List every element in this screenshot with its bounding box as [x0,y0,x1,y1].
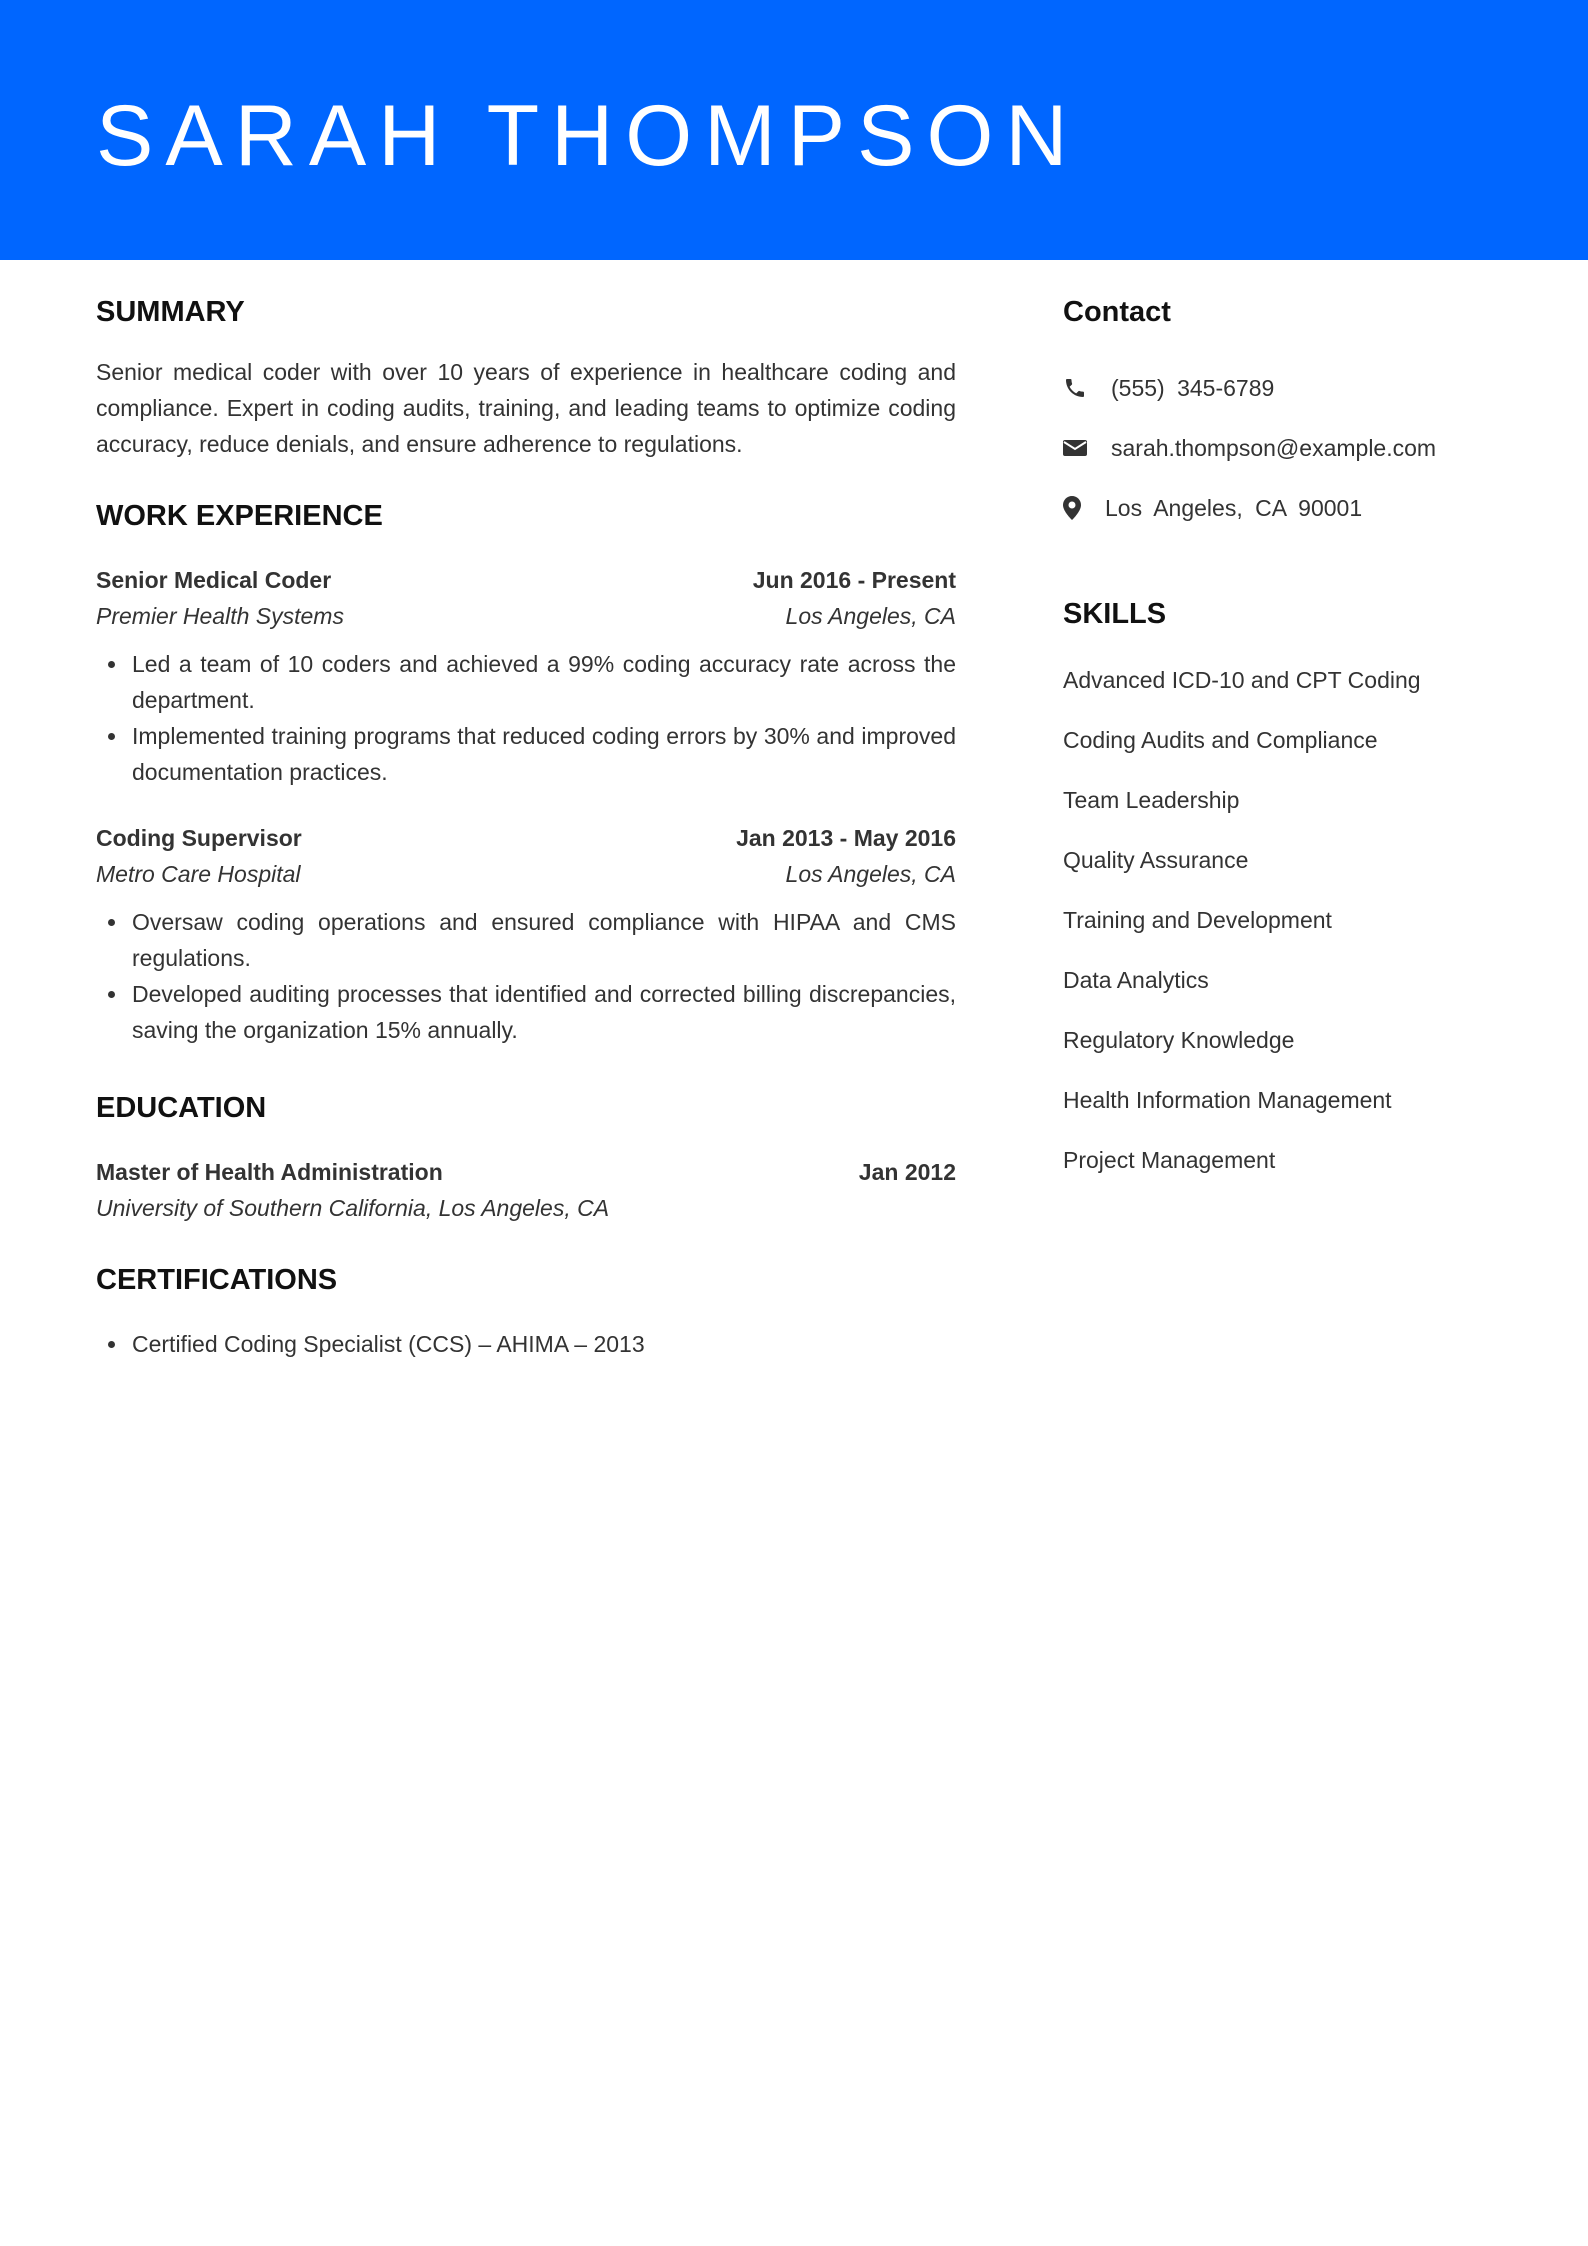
summary-title: SUMMARY [96,296,245,328]
job-bullets [96,646,956,790]
candidate-name: SARAH THOMPSON [96,88,1080,184]
contact-location [1063,478,1523,538]
sidebar-column [1063,288,1523,1190]
job-bullet: Implemented training programs that reduced coding errors by 30% and improved documentation practices. [96,718,956,790]
skills-list [1063,650,1523,1190]
skill-item: Coding Audits and Compliance [1063,727,1378,753]
job-bullets [96,904,956,1048]
education-degree: Master of Health Administration [96,1159,443,1185]
contact-email-text: sarah.thompson@example.com [1111,434,1437,461]
certifications-title: CERTIFICATIONS [96,1264,338,1296]
skill-item: Data Analytics [1063,967,1209,993]
main-column [96,288,956,1362]
job-location: Los Angeles, CA [785,861,956,887]
job-dates: Jun 2016 - Present [752,567,956,593]
education-date: Jan 2012 [858,1159,956,1185]
certification-item: Certified Coding Specialist (CCS) – AHIMA – 2013 [96,1326,956,1362]
job-bullet: Developed auditing processes that identified and corrected billing discrepancies, saving the organization 15% annually. [96,976,956,1048]
job-bullet: Led a team of 10 coders and achieved a 99% coding accuracy rate across the department. [96,646,956,718]
education-school: University of Southern California, Los Angeles, CA [96,1195,610,1221]
skills-title: SKILLS [1063,598,1167,630]
job-role: Senior Medical Coder [96,567,332,593]
job-dates: Jan 2013 - May 2016 [736,825,956,851]
certifications-list [96,1326,956,1362]
contact-email [1063,418,1523,478]
skill-item: Project Management [1063,1147,1276,1173]
skill-item: Training and Development [1063,907,1332,933]
contact-location-text: Los Angeles, CA 90001 [1105,494,1363,521]
skill-item: Advanced ICD-10 and CPT Coding [1063,667,1421,693]
skill-item: Regulatory Knowledge [1063,1027,1295,1053]
contact-title: Contact [1063,296,1171,328]
summary-text: Senior medical coder with over 10 years of experience in healthcare coding and compliance. Expert in coding audits, training, and leading teams to optimize coding accuracy, reduce denials, and ensure adherence to regulations. [96,359,956,457]
contact-phone-text: (555) 345-6789 [1111,374,1275,401]
envelope-icon [1063,438,1111,458]
skill-item: Quality Assurance [1063,847,1249,873]
job-entry [96,820,956,1048]
map-pin-icon [1063,496,1105,520]
job-company: Metro Care Hospital [96,861,301,887]
job-role: Coding Supervisor [96,825,302,851]
contact-list [1063,358,1523,538]
skill-item: Team Leadership [1063,787,1240,813]
education-entry [96,1154,956,1226]
education-title: EDUCATION [96,1092,267,1124]
phone-icon [1063,376,1111,400]
contact-phone [1063,358,1523,418]
job-location: Los Angeles, CA [785,603,956,629]
job-company: Premier Health Systems [96,603,344,629]
experience-title: WORK EXPERIENCE [96,500,383,532]
skill-item: Health Information Management [1063,1087,1392,1113]
header-banner [0,0,1588,260]
job-entry [96,562,956,790]
job-bullet: Oversaw coding operations and ensured compliance with HIPAA and CMS regulations. [96,904,956,976]
